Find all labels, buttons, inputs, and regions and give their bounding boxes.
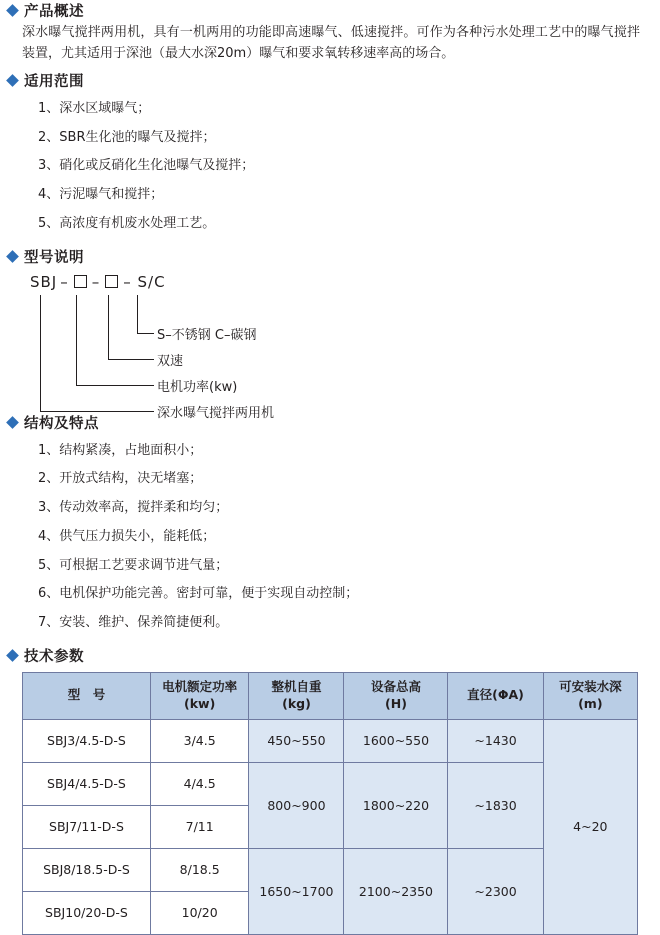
- cell-diameter: ~1430: [448, 719, 543, 762]
- column-header-model: 型 号: [23, 672, 151, 719]
- cell-height: 1800~220: [344, 762, 448, 848]
- cell-diameter: ~1830: [448, 762, 543, 848]
- model-code-suffix: – S/C: [123, 272, 166, 291]
- list-item: 2、开放式结构，决无堵塞；: [38, 471, 203, 487]
- cell-power: 7/11: [150, 805, 249, 848]
- scope-list: [0, 95, 660, 239]
- section-header-overview: [8, 0, 660, 20]
- list-item: 2、SBR生化池的曝气及搅拌；: [38, 129, 216, 145]
- column-header-height: 设备总高 (H): [344, 672, 448, 719]
- leader-line-4: [40, 295, 154, 412]
- model-code-box-1: [74, 275, 87, 288]
- cell-weight: 1650~1700: [249, 848, 344, 934]
- section-title: 结构及特点: [24, 416, 99, 433]
- list-item: 1、结构紧凑，占地面积小；: [38, 442, 203, 458]
- model-code-string: [30, 273, 169, 291]
- table-header-row: [23, 672, 638, 719]
- cell-model: SBJ7/11-D-S: [23, 805, 151, 848]
- leader-label-4: 深水曝气搅拌两用机: [157, 405, 275, 421]
- column-header-power: 电机额定功率 (kw): [150, 672, 249, 719]
- cell-height: 2100~2350: [344, 848, 448, 934]
- specifications-table: [22, 672, 638, 935]
- cell-power: 3/4.5: [150, 719, 249, 762]
- cell-power: 10/20: [150, 891, 249, 934]
- leader-label-1: S–不锈钢 C–碳钢: [157, 327, 257, 343]
- diamond-bullet-icon: [6, 4, 19, 17]
- section-title: 技术参数: [24, 649, 84, 666]
- column-header-diameter: 直径(ΦA): [448, 672, 543, 719]
- section-header-model: [8, 247, 660, 267]
- diamond-bullet-icon: [6, 416, 19, 429]
- cell-weight: 450~550: [249, 719, 344, 762]
- section-title: 适用范围: [24, 74, 84, 91]
- section-title: 型号说明: [24, 250, 84, 267]
- list-item: 6、电机保护功能完善。密封可靠，便于实现自动控制；: [38, 586, 359, 602]
- diamond-bullet-icon: [6, 250, 19, 263]
- cell-model: SBJ3/4.5-D-S: [23, 719, 151, 762]
- column-header-weight: 整机自重 (kg): [249, 672, 344, 719]
- cell-weight: 800~900: [249, 762, 344, 848]
- features-list: [0, 437, 660, 638]
- list-item: 5、可根据工艺要求调节进气量；: [38, 557, 229, 573]
- leader-label-3: 电机功率(kw): [157, 379, 238, 395]
- cell-model: SBJ8/18.5-D-S: [23, 848, 151, 891]
- section-header-features: [8, 413, 660, 433]
- diamond-bullet-icon: [6, 75, 19, 88]
- diamond-bullet-icon: [6, 650, 19, 663]
- section-header-specs: [8, 646, 660, 666]
- cell-diameter: ~2300: [448, 848, 543, 934]
- cell-model: SBJ4/4.5-D-S: [23, 762, 151, 805]
- cell-model: SBJ10/20-D-S: [23, 891, 151, 934]
- list-item: 5、高浓度有机废水处理工艺。: [38, 215, 216, 231]
- cell-power: 8/18.5: [150, 848, 249, 891]
- list-item: 4、污泥曝气和搅拌；: [38, 187, 164, 203]
- list-item: 3、硝化或反硝化生化池曝气及搅拌；: [38, 158, 255, 174]
- cell-height: 1600~550: [344, 719, 448, 762]
- list-item: 4、供气压力损失小，能耗低；: [38, 528, 216, 544]
- model-code-box-2: [105, 275, 118, 288]
- leader-label-2: 双速: [157, 353, 184, 369]
- list-item: 7、安装、维护、保养简捷便利。: [38, 615, 229, 631]
- section-header-scope: [8, 71, 660, 91]
- list-item: 3、传动效率高，搅拌柔和均匀；: [38, 500, 229, 516]
- section-title: 产品概述: [24, 3, 84, 20]
- column-header-depth: 可安装水深 (m): [543, 672, 637, 719]
- cell-depth: 4~20: [543, 719, 637, 934]
- overview-paragraph: 深水曝气搅拌两用机，具有一机两用的功能即高速曝气、低速搅拌。可作为各种污水处理工艺中的曝气搅拌装置，尤其适用于深池（最大水深20m）曝气和要求氧转移速率高的场合。: [22, 25, 640, 62]
- cell-power: 4/4.5: [150, 762, 249, 805]
- table-row: [23, 719, 638, 762]
- model-code-dash-1: –: [60, 272, 69, 291]
- model-code-diagram: [0, 272, 660, 421]
- model-code-dash-2: –: [91, 272, 101, 291]
- model-code-prefix: SBJ: [30, 272, 58, 291]
- list-item: 1、深水区域曝气；: [38, 100, 151, 116]
